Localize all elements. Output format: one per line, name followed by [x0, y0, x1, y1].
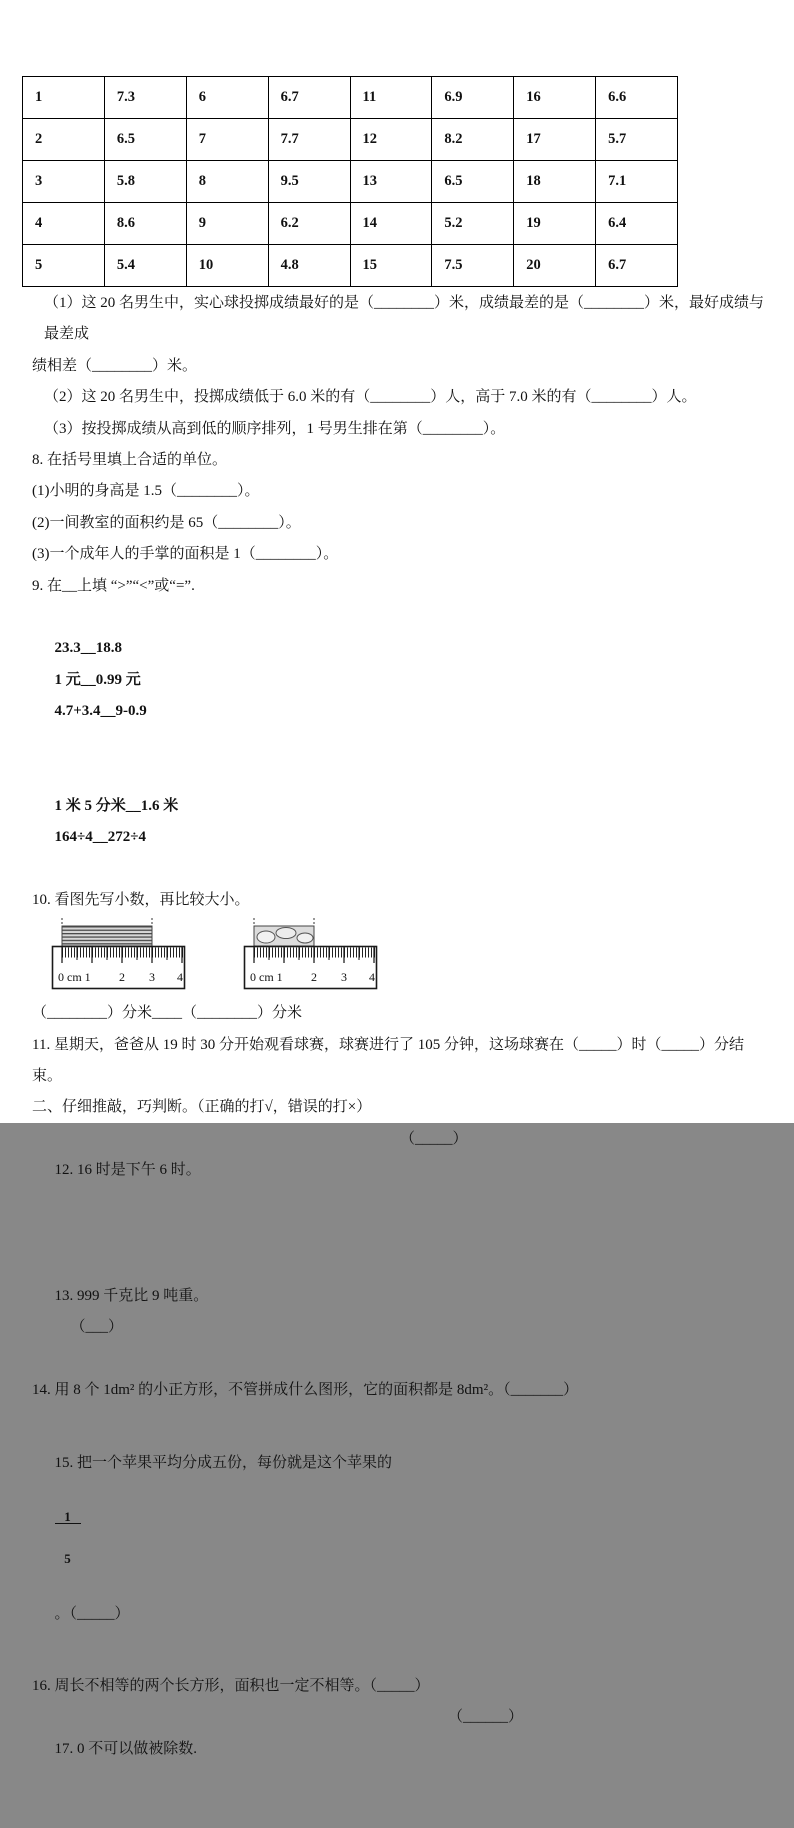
- table-cell: 7.3: [104, 77, 186, 119]
- table-cell: 6.9: [432, 77, 514, 119]
- section2-title: 二、仔细推敲，巧判断。（正确的打√，错误的打×）: [32, 1099, 372, 1116]
- table-cell: 8.2: [432, 119, 514, 161]
- table-cell: 11: [350, 77, 432, 119]
- ruler-scale-label: 4: [177, 970, 183, 985]
- table-cell: 16: [514, 77, 596, 119]
- table-cell: 19: [514, 203, 596, 245]
- ruler-scale-label: 0 cm 1: [58, 970, 91, 985]
- q12-text: 12. 16 时是下午 6 时。: [54, 1162, 201, 1179]
- ruler-scale-label: 4: [368, 970, 375, 985]
- table-cell: 6.7: [596, 245, 678, 287]
- table-cell: 13: [350, 161, 432, 203]
- q7-part1-line2: 绩相差（________）米。: [32, 357, 198, 374]
- q8-title: 8. 在括号里填上合适的单位。: [32, 452, 228, 469]
- measured-object-striped: [62, 926, 152, 946]
- table-cell: 5.8: [104, 161, 186, 203]
- table-cell: 6.4: [596, 203, 678, 245]
- fraction-one-fifth: [55, 1482, 81, 1592]
- table-cell: 5.7: [596, 119, 678, 161]
- q16-text: 16. 周长不相等的两个长方形，面积也一定不相等。（_____）: [32, 1677, 430, 1694]
- table-cell: 5: [23, 245, 105, 287]
- q10-answer-line: （________）分米____（________）分米: [32, 1005, 303, 1022]
- q15-text-suffix: 。（_____）: [54, 1605, 130, 1622]
- table-cell: 2: [23, 119, 105, 161]
- table-row: [23, 245, 678, 287]
- table-cell: 8: [186, 161, 268, 203]
- table-cell: 3: [23, 161, 105, 203]
- q17-line: [32, 1702, 772, 1828]
- table-cell: 5.4: [104, 245, 186, 287]
- table-cell: 5.2: [432, 203, 514, 245]
- q8-item2: (2)一间教室的面积约是 65（________）。: [32, 514, 301, 531]
- q7-part3: （3）按投掷成绩从高到低的顺序排列，1 号男生排在第（________）。: [44, 420, 506, 437]
- q17-answer-blank: （______）: [448, 1709, 524, 1726]
- q12-answer-blank: （_____）: [400, 1130, 468, 1147]
- table-cell: 10: [186, 245, 268, 287]
- table-cell: 6.2: [268, 203, 350, 245]
- ruler-figure-striped-object: [50, 916, 190, 994]
- table-row: [23, 77, 678, 119]
- question-text-block: [32, 288, 772, 1828]
- q10-title: 10. 看图先写小数，再比较大小。: [32, 891, 250, 908]
- q9-row1: [32, 602, 772, 759]
- table-cell: 6.5: [432, 161, 514, 203]
- ruler-scale-label: 2: [310, 970, 317, 985]
- table-cell: 20: [514, 245, 596, 287]
- table-cell: 1: [23, 77, 105, 119]
- table-cell: 9: [186, 203, 268, 245]
- table-cell: 6.6: [596, 77, 678, 119]
- q13-answer-blank: （___）: [70, 1319, 124, 1336]
- ruler-scale-label: 3: [149, 970, 155, 985]
- ruler-figure-oval-object: [242, 916, 382, 994]
- q9-row2: [32, 759, 772, 885]
- table-cell: 18: [514, 161, 596, 203]
- fraction-denominator: 5: [64, 1550, 71, 1566]
- table-cell: 4: [23, 203, 105, 245]
- q10-ruler-figures: [32, 916, 772, 998]
- q7-part1-line1: （1）这 20 名男生中，实心球投掷成绩最好的是（________）米，成绩最差的是（________）米，最好成绩与最差成: [44, 295, 765, 343]
- q13-line: [32, 1249, 772, 1375]
- table-cell: 9.5: [268, 161, 350, 203]
- table-cell: 12: [350, 119, 432, 161]
- table-cell: 4.8: [268, 245, 350, 287]
- table-cell: 15: [350, 245, 432, 287]
- q15-line: [32, 1406, 772, 1670]
- ruler-scale-label: 2: [119, 970, 125, 985]
- q9-title: 9. 在__上填 “>”“<”或“=”.: [32, 577, 195, 594]
- table-row: [23, 161, 678, 203]
- q9-expression: 23.3__18.8: [54, 640, 122, 657]
- table-cell: 17: [514, 119, 596, 161]
- table-cell: 7.7: [268, 119, 350, 161]
- ruler-scale-label: 0 cm 1: [249, 970, 283, 985]
- throw-results-table: [22, 76, 678, 287]
- q8-item3: (3)一个成年人的手掌的面积是 1（________）。: [32, 546, 339, 563]
- table-cell: 7.5: [432, 245, 514, 287]
- q9-expression: 1 米 5 分米__1.6 米: [54, 797, 179, 814]
- table-row: [23, 119, 678, 161]
- q9-expression: 164÷4__272÷4: [54, 828, 146, 845]
- table-cell: 8.6: [104, 203, 186, 245]
- fraction-numerator: 1: [55, 1510, 81, 1525]
- table-cell: 7: [186, 119, 268, 161]
- q15-text-prefix: 15. 把一个苹果平均分成五份，每份就是这个苹果的: [54, 1455, 393, 1472]
- ruler-scale-label: 3: [340, 970, 347, 985]
- table-cell: 6.7: [268, 77, 350, 119]
- q9-expression: 4.7+3.4__9-0.9: [54, 703, 147, 720]
- q7-part2: （2）这 20 名男生中，投掷成绩低于 6.0 米的有（________）人，高于 7.0 米的有（________）人。: [44, 389, 697, 406]
- table-row: [23, 203, 678, 245]
- table-cell: 6.5: [104, 119, 186, 161]
- q12-line: [32, 1124, 772, 1250]
- q9-expression: 1 元__0.99 元: [54, 671, 141, 688]
- table-cell: 14: [350, 203, 432, 245]
- q8-item1: (1)小明的身高是 1.5（________）。: [32, 483, 260, 500]
- q14-text: 14. 用 8 个 1dm² 的小正方形，不管拼成什么图形，它的面积都是 8dm²。（_______）: [32, 1382, 579, 1398]
- q11-text: 11. 星期天，爸爸从 19 时 30 分开始观看球赛，球赛进行了 105 分钟，这场球赛在（_____）时（_____）分结束。: [32, 1036, 744, 1084]
- q13-text: 13. 999 千克比 9 吨重。: [54, 1287, 209, 1304]
- q17-text: 17. 0 不可以做被除数.: [54, 1740, 198, 1757]
- table-cell: 6: [186, 77, 268, 119]
- table-cell: 7.1: [596, 161, 678, 203]
